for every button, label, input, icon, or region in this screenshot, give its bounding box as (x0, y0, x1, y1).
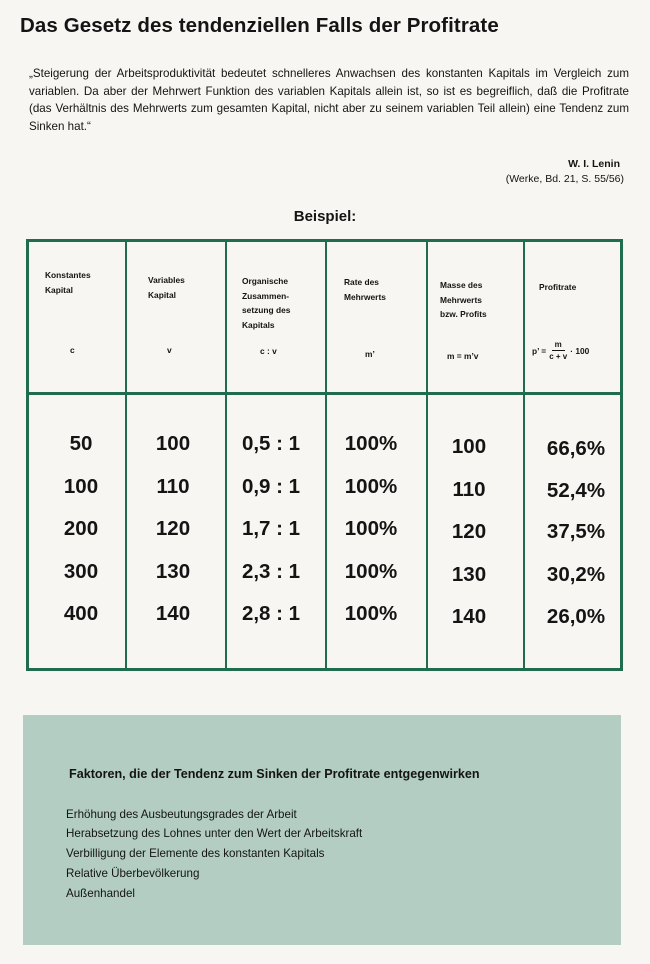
table-cell: 100 (155, 432, 191, 455)
table-cell: 300 (63, 560, 99, 583)
header-organische-zusammensetzung: Organische Zusammen- setzung des Kapitals (242, 276, 291, 330)
quote-author: W. I. Lenin (568, 158, 620, 170)
header-divider (29, 392, 620, 395)
table-cell: 140 (155, 602, 191, 625)
table-cell: 100% (344, 517, 398, 540)
header-masse-des-mehrwerts: Masse des Mehrwerts bzw. Profits (440, 280, 487, 319)
table-cell: 100 (451, 435, 487, 458)
table-cell: 120 (155, 517, 191, 540)
header-konstantes-kapital: Konstantes Kapital (45, 270, 91, 295)
symbol-m-prime: m’ (365, 349, 375, 359)
table-cell: 400 (63, 602, 99, 625)
profitrate-formula: p’ = $\frac{m}{c + v}$ · 100 (532, 340, 590, 361)
page-title: Das Gesetz des tendenziellen Falls der Profitrate (20, 14, 499, 37)
factor-item: Außenhandel (66, 887, 135, 900)
table-cell: 37,5% (546, 520, 606, 543)
table-cell: 0,9 : 1 (241, 475, 301, 498)
example-table (26, 239, 623, 671)
column-divider (523, 242, 525, 668)
factors-box (23, 715, 621, 945)
table-cell: 130 (451, 563, 487, 586)
table-cell: 50 (69, 432, 93, 455)
symbol-c: c (70, 345, 75, 355)
table-cell: 200 (63, 517, 99, 540)
table-cell: 100% (344, 602, 398, 625)
table-cell: 66,6% (546, 437, 606, 460)
table-cell: 0,5 : 1 (241, 432, 301, 455)
table-cell: 2,8 : 1 (241, 602, 301, 625)
table-cell: 110 (452, 478, 486, 501)
table-cell: 120 (451, 520, 487, 543)
table-cell: 100 (63, 475, 99, 498)
factor-item: Erhöhung des Ausbeutungsgrades der Arbeit (66, 808, 297, 821)
example-heading: Beispiel: (293, 208, 357, 225)
table-cell: 100% (344, 475, 398, 498)
table-cell: 100% (344, 432, 398, 455)
table-cell: 140 (451, 605, 487, 628)
table-cell: 1,7 : 1 (241, 517, 301, 540)
table-cell: 26,0% (546, 605, 606, 628)
lenin-quote: „Steigerung der Arbeitsproduktivität bedeutet schnelleres Anwachsen des konstanten Kapitals im Vergleich zum variablen. Da aber der Mehrwert Funktion des variablen Kapitals allein ist, so ist es begreiflich, daß die Profitrate (das Verhältnis des Mehrwerts zum gesamten Kapital, nicht aber zu seinem variablen Teil allein) eine Tendenz zum Sinken hat.“ (29, 67, 629, 133)
table-cell: 2,3 : 1 (241, 560, 301, 583)
factor-item: Herabsetzung des Lohnes unter den Wert der Arbeitskraft (66, 827, 363, 840)
header-variables-kapital: Variables Kapital (148, 275, 185, 300)
header-rate-des-mehrwerts: Rate des Mehrwerts (344, 277, 386, 302)
table-cell: 110 (156, 475, 190, 498)
factor-item: Relative Überbevölkerung (66, 867, 200, 880)
factors-title: Faktoren, die der Tendenz zum Sinken der Profitrate entgegenwirken (69, 767, 480, 781)
header-profitrate: Profitrate (539, 282, 577, 292)
formula-fraction: $\frac{m}{c + v}$ (549, 340, 568, 361)
table-cell: 100% (344, 560, 398, 583)
table-cell: 30,2% (546, 563, 606, 586)
symbol-c-v: c : v (260, 346, 277, 356)
symbol-v: v (167, 345, 172, 355)
table-cell: 52,4% (546, 479, 606, 502)
quote-source: (Werke, Bd. 21, S. 55/56) (505, 173, 624, 185)
table-cell: 130 (155, 560, 191, 583)
factor-item: Verbilligung der Elemente des konstanten Kapitals (66, 847, 325, 860)
symbol-m-formula: m = m’v (447, 351, 479, 361)
